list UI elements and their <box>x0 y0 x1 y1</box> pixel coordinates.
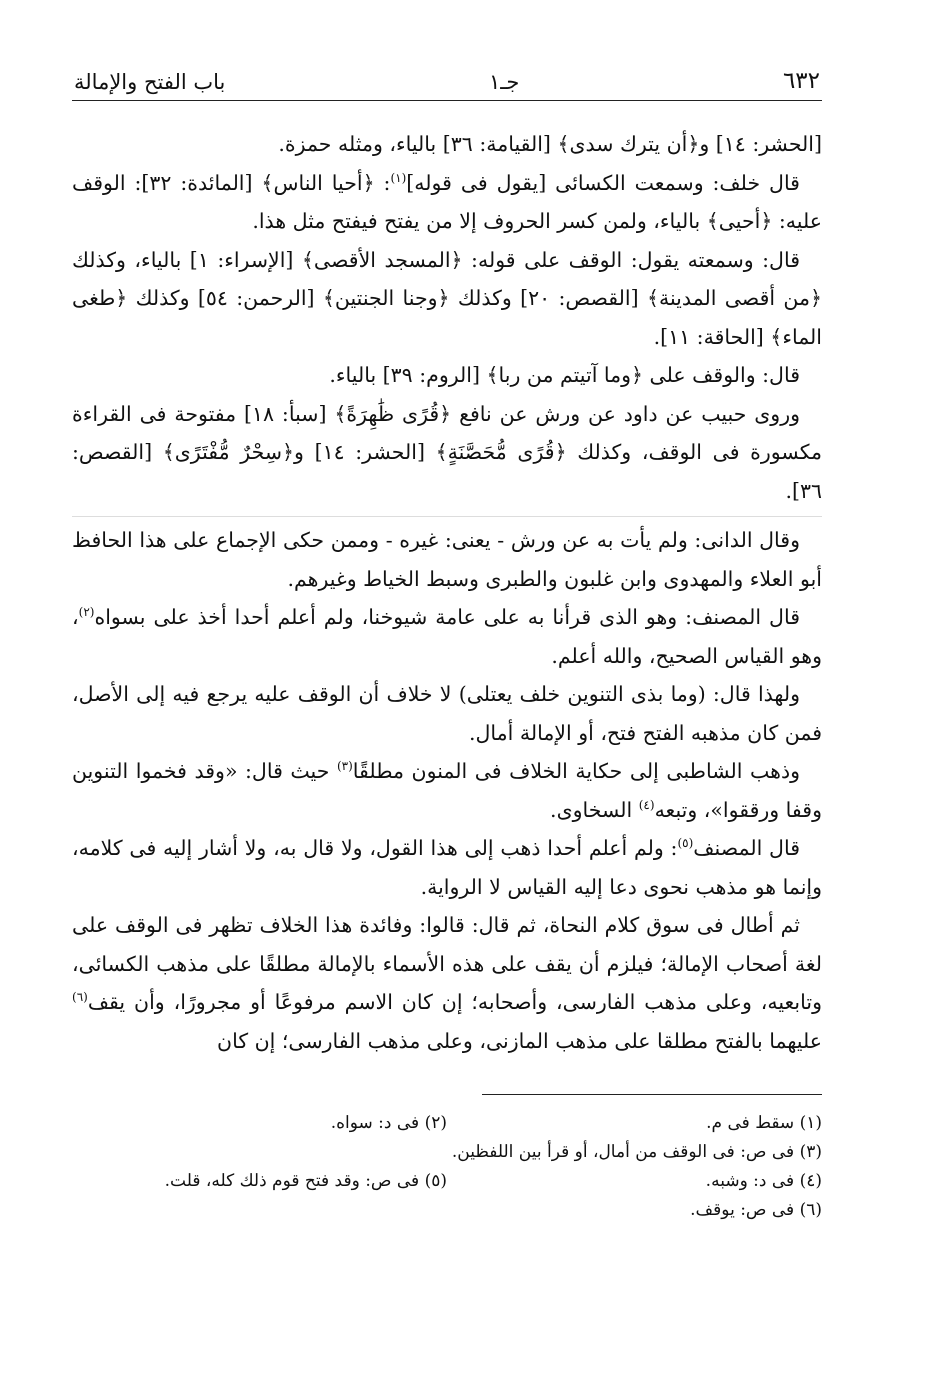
footnote: (٤) فى د: وشبه. <box>705 1171 822 1191</box>
paragraph: [الحشر: ١٤] و﴿أن يترك سدى﴾ [القيامة: ٣٦] بالياء، ومثله حمزة. <box>278 132 822 156</box>
paragraph: قال خلف: وسمعت الكسائى [يقول فى قوله]$^{(١)}$: ﴿أحيا الناس﴾ [المائدة: ٣٢]: الوقف عليه: ﴿أحيى﴾ بالياء، ولمن كسر الحروف إلا من يفتح فيفتح مثل هذا. <box>72 170 822 233</box>
footnote-marker: (٤) <box>638 797 655 812</box>
paragraph: قال المصنف: وهو الذى قرأنا به على عامة شيوخنا، ولم أعلم أحدا أخذ على بسواه$^{(٢)}$، وهو القياس الصحيح، والله أعلم. <box>72 605 822 668</box>
footnote-row <box>72 1167 822 1196</box>
paragraph: قال المصنف$^{(٥)}$: ولم أعلم أحدا ذهب إلى هذا القول، ولا قال به، ولا أشار إليه فى كلامه، وإنما هو مذهب نحوى دعا إليه القياس لا الرواية. <box>72 836 822 899</box>
book-page <box>72 58 822 1225</box>
footnote: (٣) فى ص: فى الوقف من أمال، أو قرأ بين اللفظين. <box>451 1142 822 1162</box>
footnotes <box>72 1109 822 1225</box>
footnote-marker: (٥) <box>677 836 694 851</box>
footnote-marker: (٣) <box>336 759 353 774</box>
footnote: (١) سقط فى م. <box>706 1113 822 1133</box>
footnote-marker: (٢) <box>78 605 95 620</box>
paragraph: ثم أطال فى سوق كلام النحاة، ثم قال: قالوا: وفائدة هذا الخلاف تظهر فى الوقف على لغة أصحاب الإمالة؛ فيلزم أن يقف على هذه الأسماء بالإمالة مطلقًا على مذهب الكسائى، وتابعيه، وعلى مذهب الفارسى، وأصحابه؛ إن كان الاسم مرفوعًا أو مجرورًا، وأن يقف$^{(٦)}$ عليهما بالفتح مطلقا على مذهب المازنى، وعلى مذهب الفارسى؛ إن كان <box>72 913 822 1053</box>
paragraph: وروى حبيب عن داود عن ورش عن نافع ﴿قُرًى ظَٰهِرَةً﴾ [سبأ: ١٨] مفتوحة فى القراءة مكسورة فى الوقف، وكذلك ﴿قُرًى مُّحَصَّنَةٍ﴾ [الحشر: ١٤] و﴿سِحْرٌ مُّفْتَرًى﴾ [القصص: ٣٦]. <box>72 401 822 503</box>
chapter-title: باب الفتح والإمالة <box>74 70 226 94</box>
footnote-marker: (٦) <box>72 990 88 1005</box>
footnote: (٢) فى د: سواه. <box>330 1113 447 1133</box>
paragraph: قال: والوقف على ﴿وما آتيتم من ربا﴾ [الروم: ٣٩] بالياء. <box>329 363 800 387</box>
volume-label: جـ١ <box>488 70 520 94</box>
footnote: (٥) فى ص: وقد فتح قوم ذلك كله، قلت. <box>164 1171 447 1191</box>
footnote-row <box>72 1109 822 1138</box>
paragraph: قال: وسمعته يقول: الوقف على قوله: ﴿المسجد الأقصى﴾ [الإسراء: ١] بالياء، وكذلك ﴿من أقصى المدينة﴾ [القصص: ٢٠] وكذلك ﴿وجنا الجنتين﴾ [الرحمن: ٥٤] وكذلك ﴿طغى الماء﴾ [الحاقة: ١١]. <box>72 247 822 349</box>
paragraph: وذهب الشاطبى إلى حكاية الخلاف فى المنون مطلقًا$^{(٣)}$ حيث قال: «وقد فخموا التنوين وقفا ورققوا»، وتبعه$^{(٤)}$ السخاوى. <box>72 759 822 822</box>
footnote-marker: (١) <box>390 170 407 185</box>
page-header <box>72 58 822 101</box>
paragraph: ولهذا قال: (وما بذى التنوين خلف يعتلى) لا خلاف أن الوقف عليه يرجع فيه إلى الأصل، فمن كان مذهبه الفتح فتح، أو الإمالة أمال. <box>72 682 822 745</box>
main-text <box>72 125 822 1060</box>
footnote: (٦) فى ص: يوقف. <box>690 1200 822 1220</box>
paragraph: وقال الدانى: ولم يأت به عن ورش - يعنى: غيره - وممن حكى الإجماع على هذا الحافظ أبو العلاء والمهدوى وابن غلبون والطبرى وسبط الخياط وغيرهم. <box>72 516 822 598</box>
page-number: ٦٣٢ <box>782 68 820 94</box>
footnote-divider <box>482 1094 822 1095</box>
